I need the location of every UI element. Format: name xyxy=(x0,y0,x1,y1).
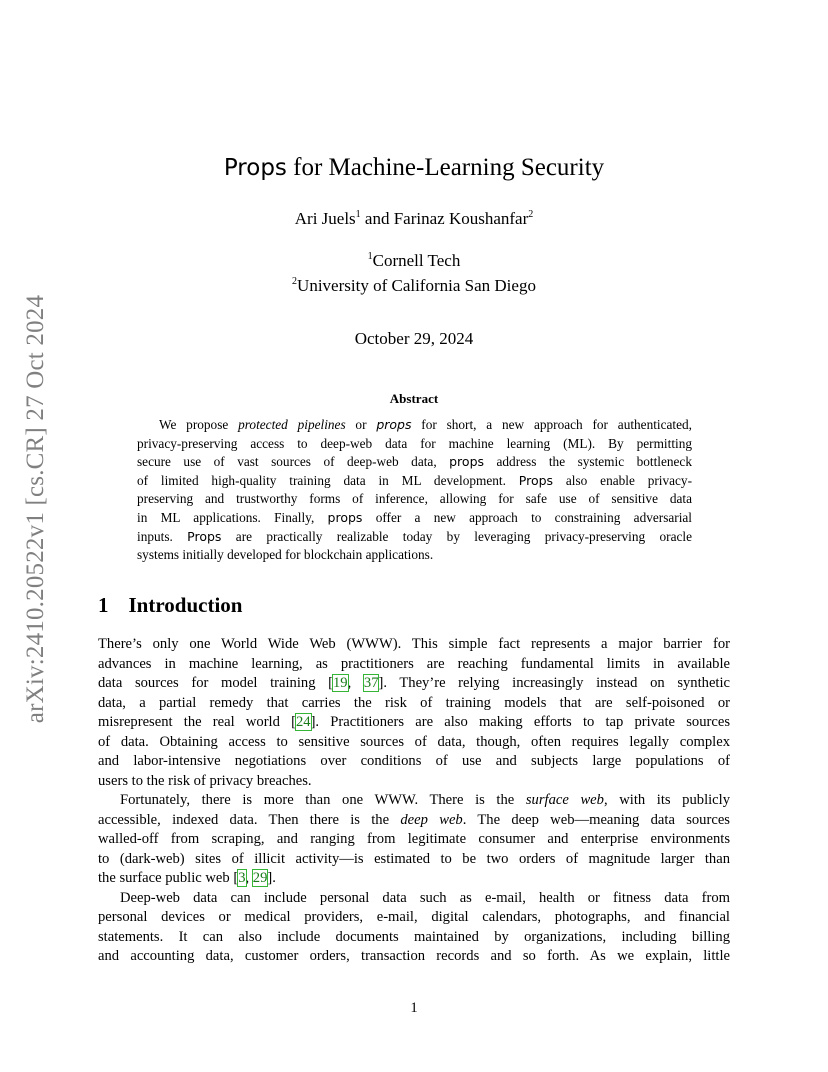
intro-line xyxy=(98,928,730,948)
intro-line xyxy=(98,674,730,694)
affiliation-1-sup: 1 xyxy=(367,251,373,262)
intro-text: and labor-intensive negotiations over conditions of use and subjects large populations of xyxy=(98,753,730,769)
affiliation-2 xyxy=(0,276,828,296)
abstract-text: in ML applications. Finally, xyxy=(137,509,328,525)
intro-line xyxy=(98,694,730,714)
intro-text: Fortunately, there is more than one WWW. There is the xyxy=(120,792,526,808)
intro-line xyxy=(98,752,730,772)
affiliation-1-name: Cornell Tech xyxy=(372,251,461,270)
intro-line xyxy=(98,811,730,831)
abstract-text: of limited high-quality training data in ML development. xyxy=(137,472,519,488)
intro-line xyxy=(98,947,730,967)
abstract-text: protected pipelines xyxy=(238,417,346,432)
author-line xyxy=(0,209,828,229)
abstract-heading: Abstract xyxy=(389,391,439,406)
intro-text: surface web xyxy=(525,792,604,808)
affiliation-1 xyxy=(0,251,828,271)
intro-text: data sources for model training [ xyxy=(98,675,333,691)
abstract-text: inputs. xyxy=(137,528,188,544)
intro-line xyxy=(98,733,730,753)
abstract-text: Props xyxy=(187,528,222,544)
intro-text: , xyxy=(347,675,364,691)
abstract-line xyxy=(137,453,692,472)
abstract-line xyxy=(137,472,692,491)
abstract-text: props xyxy=(376,417,412,432)
abstract-line xyxy=(137,528,692,547)
intro-text: deep web xyxy=(400,811,463,828)
intro-body xyxy=(98,635,730,967)
intro-text: , xyxy=(245,870,253,886)
abstract-text: or xyxy=(345,417,377,432)
abstract-text: We propose xyxy=(159,417,239,432)
abstract-text: also enable privacy- xyxy=(553,472,693,488)
abstract-text: props xyxy=(449,454,485,470)
intro-line xyxy=(98,850,730,870)
intro-line xyxy=(98,713,730,733)
intro-text: statements. It can also include documents maintained by organizations, including billing xyxy=(98,928,730,945)
intro-text: accessible, indexed data. Then there is the xyxy=(98,811,401,828)
abstract-line xyxy=(137,416,692,435)
citation-link[interactable]: 29 xyxy=(252,870,268,886)
intro-text: walled-off from scraping, and ranging from legitimate consumer and enterprise environments xyxy=(98,831,730,847)
paper-date: October 29, 2024 xyxy=(354,329,474,348)
section-title: Introduction xyxy=(128,593,243,617)
intro-text: advances in machine learning, as practitioners are reaching fundamental limits in available xyxy=(98,655,730,672)
citation-link[interactable]: 3 xyxy=(238,870,246,886)
citation-link[interactable]: 24 xyxy=(295,714,311,730)
affiliation-2-name: University of California San Diego xyxy=(297,276,536,295)
intro-text: and accounting data, customer orders, transaction records and so forth. As we explain, little xyxy=(98,948,730,964)
author-2: Farinaz Koushanfar xyxy=(393,209,529,228)
page-number: 1 xyxy=(410,1000,418,1016)
abstract-line xyxy=(137,490,692,509)
intro-line xyxy=(98,772,730,792)
abstract-text: preserving and trustworthy forms of inference, allowing for safe use of sensitive data xyxy=(137,491,692,507)
abstract-line xyxy=(137,435,692,454)
intro-text: of data. Obtaining access to sensitive sources of data, though, often requires legally complex xyxy=(98,733,730,750)
title-rest: for Machine-Learning Security xyxy=(286,154,605,181)
section-number: 1 xyxy=(98,593,109,617)
intro-line xyxy=(98,908,730,928)
arxiv-side-stamp xyxy=(21,287,51,731)
intro-text: . The deep web—meaning data sources xyxy=(462,811,730,828)
intro-text: users to the risk of privacy breaches. xyxy=(98,772,312,789)
abstract-text: props xyxy=(327,509,363,525)
affiliation-2-sup: 2 xyxy=(292,276,298,287)
intro-text: the surface public web [ xyxy=(98,870,239,886)
intro-text: There’s only one World Wide Web (WWW). This simple fact represents a major barrier for xyxy=(98,636,730,652)
intro-line xyxy=(98,830,730,850)
intro-line xyxy=(98,655,730,675)
author-2-sup: 2 xyxy=(528,209,534,220)
abstract-line xyxy=(137,509,692,528)
abstract-line xyxy=(137,546,692,565)
intro-text: ]. Practitioners are also making efforts to tap private sources xyxy=(310,714,730,730)
intro-text: Deep-web data can include personal data such as e-mail, health or fitness data from xyxy=(120,889,730,906)
citation-link[interactable]: 37 xyxy=(363,675,379,691)
abstract-text: for short, a new approach for authenticated, xyxy=(411,417,692,432)
abstract-text: Props xyxy=(518,472,554,488)
intro-line xyxy=(98,791,730,811)
intro-line xyxy=(98,869,730,889)
intro-text: to (dark-web) sites of illicit activity—is estimated to be two orders of magnitude larger than xyxy=(98,850,730,867)
intro-text: data, a partial remedy that carries the risk of training models that are self-poisoned or xyxy=(98,694,730,711)
intro-text: personal devices or medical providers, e-mail, digital calendars, photographs, and financial xyxy=(98,909,730,925)
abstract-text: secure use of vast sources of deep-web data, xyxy=(137,454,450,470)
author-1: Ari Juels xyxy=(294,209,356,228)
intro-line xyxy=(98,889,730,909)
intro-text: , with its publicly xyxy=(603,792,731,808)
arxiv-stamp-text: arXiv:2410.20522v1 [cs.CR] 27 Oct 2024 xyxy=(22,294,50,724)
intro-text: ]. They’re relying increasingly instead on synthetic xyxy=(378,675,731,691)
abstract-body xyxy=(137,416,692,565)
author-1-sup: 1 xyxy=(355,209,361,220)
paper-title xyxy=(0,154,828,182)
abstract-text: address the systemic bottleneck xyxy=(484,454,692,470)
abstract-text: privacy-preserving access to deep-web data for machine learning (ML). By permitting xyxy=(137,435,692,451)
intro-text: misrepresent the real world [ xyxy=(98,714,296,730)
abstract-text: are practically realizable today by leveraging privacy-preserving oracle xyxy=(221,528,692,544)
section-heading xyxy=(98,593,242,618)
title-props: Props xyxy=(223,155,287,181)
intro-text: ]. xyxy=(267,870,276,886)
citation-link[interactable]: 19 xyxy=(333,675,348,691)
intro-line xyxy=(98,635,730,655)
author-joiner: and xyxy=(360,209,394,228)
abstract-text: systems initially developed for blockchain applications. xyxy=(137,547,434,563)
abstract-text: offer a new approach to constraining adversarial xyxy=(362,509,692,525)
